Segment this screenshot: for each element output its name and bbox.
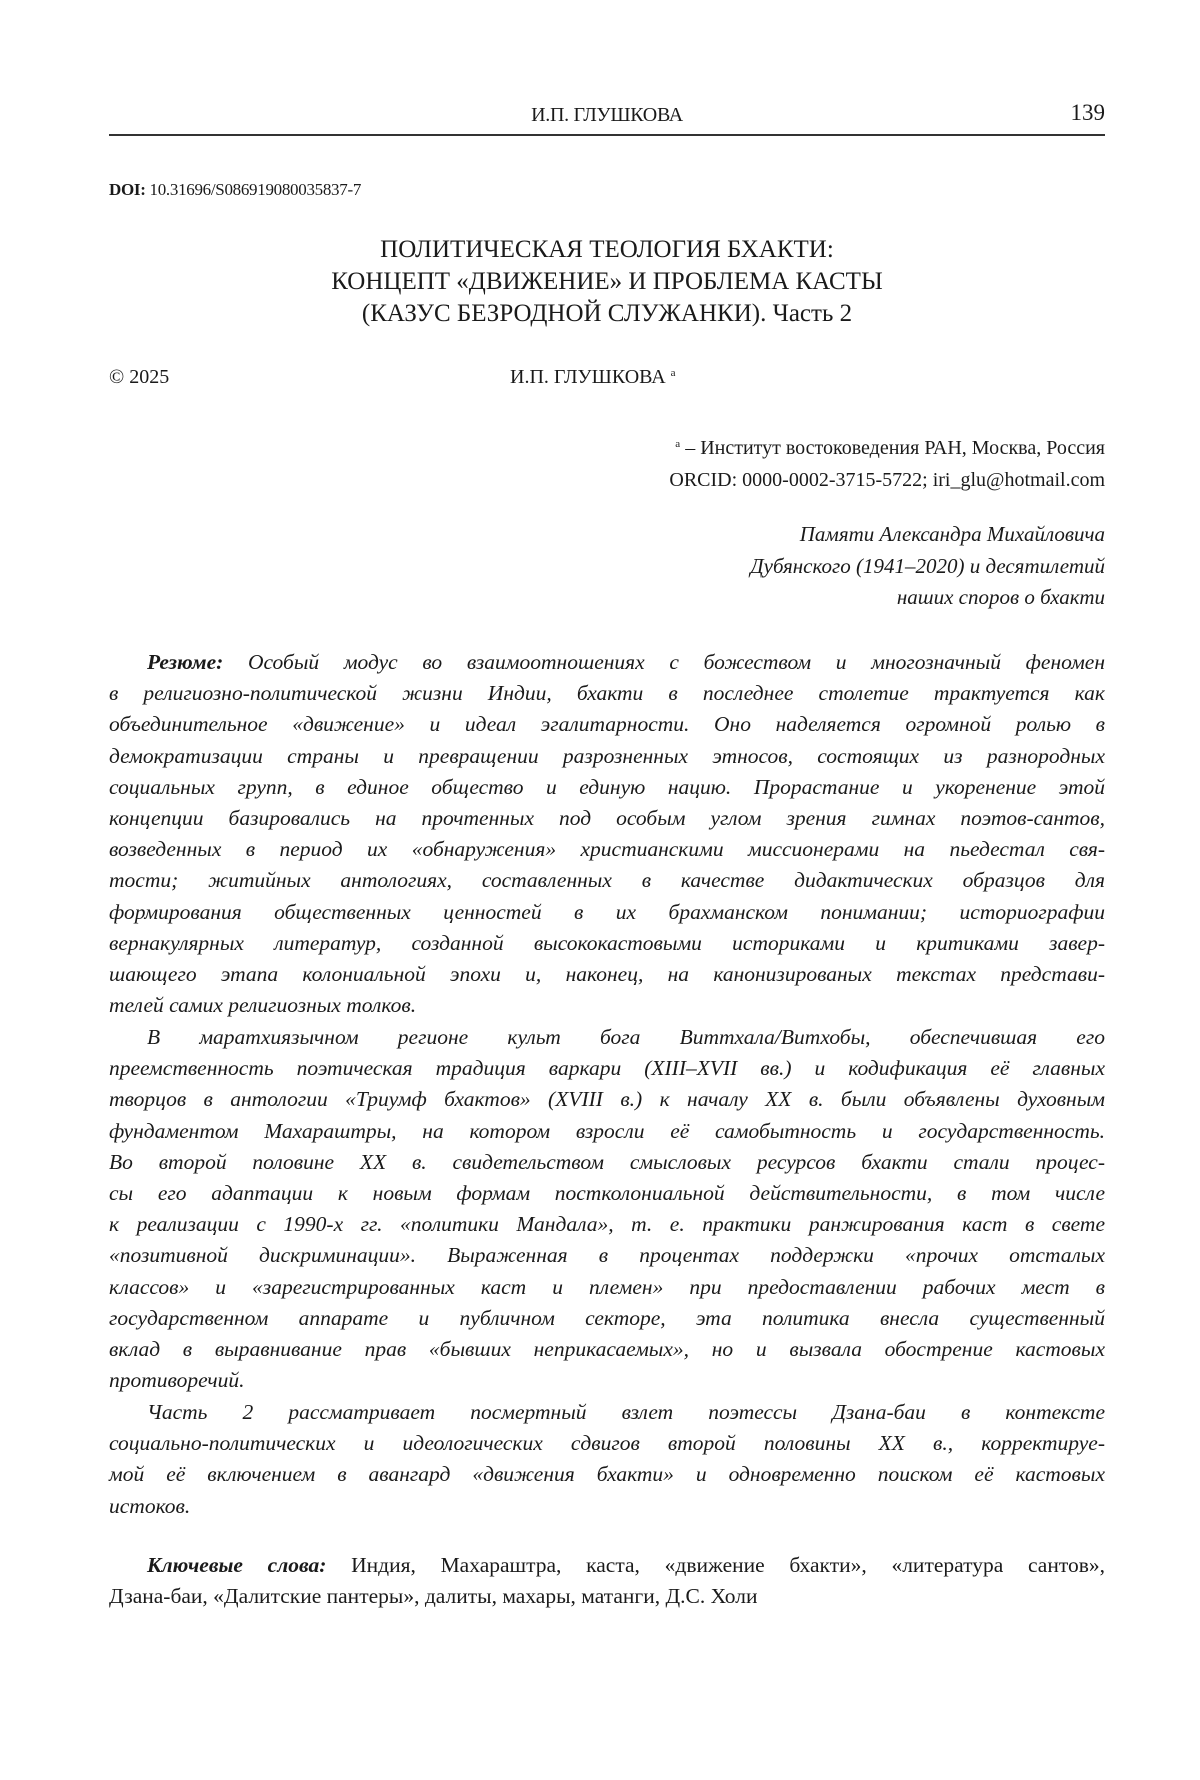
text-line: мой её включением в авангард «движения бхакти» и одновременно поиском её кастовых bbox=[109, 1459, 1105, 1490]
text-line: демократизации страны и превращении разрозненных этносов, состоящих из разнородных bbox=[109, 741, 1105, 772]
text-line: Во второй половине XX в. свидетельством смысловых ресурсов бхакти стали процес- bbox=[109, 1147, 1105, 1178]
author-name: И.П. ГЛУШКОВА bbox=[510, 366, 666, 388]
dedication-line: Памяти Александра Михайловича bbox=[750, 519, 1105, 551]
text-line: к реализации с 1990-х гг. «политики Мандала», т. е. практики ранжирования каст в свете bbox=[109, 1209, 1105, 1240]
text-line: противоречий. bbox=[109, 1365, 1105, 1396]
keywords-line bbox=[109, 1550, 1105, 1581]
doi-value: 10.31696/S086919080035837-7 bbox=[150, 180, 362, 199]
abstract-line bbox=[109, 647, 1105, 678]
abstract-paragraph-2 bbox=[109, 1022, 1105, 1396]
abstract-text: Особый модус во взаимоотношениях с божеством и многозначный феномен bbox=[223, 650, 1105, 674]
affiliation bbox=[669, 428, 1105, 496]
text-line: творцов в антологии «Триумф бхактов» (XVIII в.) к началу XX в. были объявлены духовным bbox=[109, 1084, 1105, 1115]
article-title bbox=[109, 234, 1105, 330]
text-line: телей самих религиозных толков. bbox=[109, 990, 1105, 1021]
running-header bbox=[109, 100, 1105, 136]
doi bbox=[109, 180, 361, 200]
text-line: фундаментом Махараштры, на котором взросли её самобытность и государственность. bbox=[109, 1116, 1105, 1147]
dedication-line: наших споров о бхакти bbox=[750, 582, 1105, 614]
text-line: в религиозно-политической жизни Индии, бхакти в последнее столетие трактуется как bbox=[109, 678, 1105, 709]
keywords-line: Дзана-баи, «Далитские пантеры», далиты, махары, матанги, Д.С. Холи bbox=[109, 1581, 1105, 1612]
page-number: 139 bbox=[1071, 100, 1106, 126]
text-line: концепции базировались на прочтенных под особым углом зрения гимнах поэтов-сантов, bbox=[109, 803, 1105, 834]
dedication bbox=[750, 519, 1105, 614]
text-line: сы его адаптации к новым формам постколониальной действительности, в том числе bbox=[109, 1178, 1105, 1209]
text-line: Часть 2 рассматривает посмертный взлет поэтессы Дзана-баи в контексте bbox=[109, 1397, 1105, 1428]
copyright: © 2025 bbox=[109, 366, 169, 389]
abstract-label: Резюме: bbox=[147, 650, 223, 674]
affiliation-text: – Институт востоковедения РАН, Москва, Россия bbox=[680, 437, 1105, 459]
text-line: вклад в выравнивание прав «бывших неприкасаемых», но и вызвала обострение кастовых bbox=[109, 1334, 1105, 1365]
dedication-line: Дубянского (1941–2020) и десятилетий bbox=[750, 551, 1105, 583]
title-line: КОНЦЕПТ «ДВИЖЕНИЕ» И ПРОБЛЕМА КАСТЫ bbox=[109, 266, 1105, 298]
doi-label: DOI: bbox=[109, 180, 146, 199]
text-line: истоков. bbox=[109, 1491, 1105, 1522]
keywords-label: Ключевые слова: bbox=[147, 1553, 326, 1577]
text-line: возведенных в период их «обнаружения» христианскими миссионерами на пьедестал свя- bbox=[109, 834, 1105, 865]
text-line: «позитивной дискриминации». Выраженная в процентах поддержки «прочих отсталых bbox=[109, 1240, 1105, 1271]
text-line: формирования общественных ценностей в их брахманском понимании; историографии bbox=[109, 897, 1105, 928]
text-line: социальных групп, в единое общество и единую нацию. Прорастание и укоренение этой bbox=[109, 772, 1105, 803]
title-line: (КАЗУС БЕЗРОДНОЙ СЛУЖАНКИ). Часть 2 bbox=[109, 298, 1105, 330]
text-line: преемственность поэтическая традиция варкари (XIII–XVII вв.) и кодификация её главных bbox=[109, 1053, 1105, 1084]
running-title: И.П. ГЛУШКОВА bbox=[109, 104, 1105, 127]
abstract-paragraph-3 bbox=[109, 1397, 1105, 1522]
title-line: ПОЛИТИЧЕСКАЯ ТЕОЛОГИЯ БХАКТИ: bbox=[109, 234, 1105, 266]
text-line: объединительное «движение» и идеал эгалитарности. Оно наделяется огромной ролью в bbox=[109, 709, 1105, 740]
author-sup: a bbox=[671, 367, 676, 379]
text-line: социально-политических и идеологических сдвигов второй половины XX в., корректируе- bbox=[109, 1428, 1105, 1459]
keywords-text: Индия, Махараштра, каста, «движение бхакти», «литература сантов», bbox=[326, 1553, 1105, 1577]
author bbox=[510, 366, 676, 389]
text-line: вернакулярных литератур, созданной высококастовыми историками и критиками завер- bbox=[109, 928, 1105, 959]
affiliation-orcid: ORCID: 0000-0002-3715-5722; iri_glu@hotmail.com bbox=[669, 464, 1105, 496]
text-line: государственном аппарате и публичном секторе, эта политика внесла существенный bbox=[109, 1303, 1105, 1334]
keywords bbox=[109, 1550, 1105, 1612]
text-line: тости; житийных антологиях, составленных в качестве дидактических образцов для bbox=[109, 865, 1105, 896]
affiliation-sup: a bbox=[675, 438, 680, 450]
text-line: В маратхиязычном регионе культ бога Виттхала/Витхобы, обеспечившая его bbox=[109, 1022, 1105, 1053]
abstract bbox=[109, 647, 1105, 1021]
affiliation-institute bbox=[669, 428, 1105, 464]
text-line: шающего этапа колониальной эпохи и, наконец, на канонизированых текстах представи- bbox=[109, 959, 1105, 990]
text-line: классов» и «зарегистрированных каст и племен» при предоставлении рабочих мест в bbox=[109, 1272, 1105, 1303]
